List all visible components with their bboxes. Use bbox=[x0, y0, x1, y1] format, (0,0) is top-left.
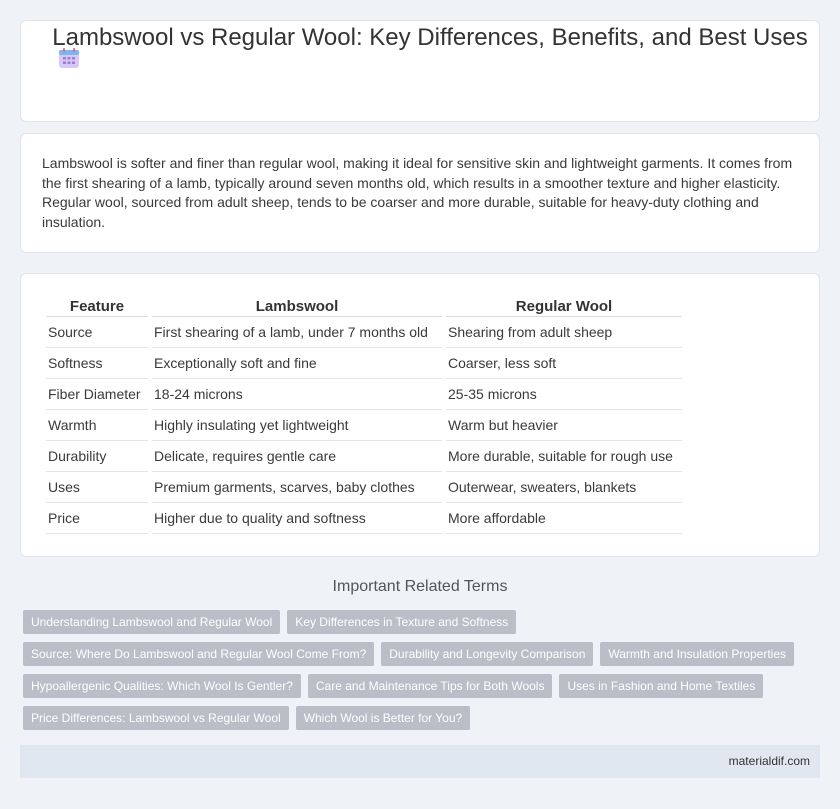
cell-regular-wool: Shearing from adult sheep bbox=[446, 317, 682, 348]
cell-feature: Warmth bbox=[46, 410, 148, 441]
title-wrap bbox=[40, 23, 820, 52]
table-row bbox=[46, 379, 682, 410]
related-term-tag[interactable]: Uses in Fashion and Home Textiles bbox=[559, 674, 763, 698]
related-terms bbox=[23, 610, 813, 738]
cell-regular-wool: Outerwear, sweaters, blankets bbox=[446, 472, 682, 503]
header-lambswool: Lambswool bbox=[152, 296, 442, 317]
related-term-tag[interactable]: Hypoallergenic Qualities: Which Wool Is Gentler? bbox=[23, 674, 301, 698]
cell-feature: Fiber Diameter bbox=[46, 379, 148, 410]
intro-paragraph: Lambswool is softer and finer than regular wool, making it ideal for sensitive skin and lightweight garments. It comes from the first shearing of a lamb, typically around seven months old, which results in a smoother texture and higher elasticity. Regular wool, sourced from adult sheep, tends to be coarser and more durable, suitable for heavy-duty clothing and insulation. bbox=[42, 155, 793, 230]
related-term-tag[interactable]: Price Differences: Lambswool vs Regular Wool bbox=[23, 706, 289, 730]
cell-regular-wool: 25-35 microns bbox=[446, 379, 682, 410]
intro-card bbox=[20, 133, 820, 253]
comparison-card bbox=[20, 273, 820, 557]
cell-lambswool: Exceptionally soft and fine bbox=[152, 348, 442, 379]
related-terms-heading: Important Related Terms bbox=[332, 578, 508, 595]
table-row bbox=[46, 410, 682, 441]
related-term-tag[interactable]: Understanding Lambswool and Regular Wool bbox=[23, 610, 280, 634]
tag-row bbox=[23, 610, 813, 634]
page-title: Lambswool vs Regular Wool: Key Differences, Benefits, and Best Uses bbox=[52, 24, 808, 51]
cell-lambswool: Highly insulating yet lightweight bbox=[152, 410, 442, 441]
cell-lambswool: First shearing of a lamb, under 7 months old bbox=[152, 317, 442, 348]
related-term-tag[interactable]: Care and Maintenance Tips for Both Wools bbox=[308, 674, 553, 698]
header-regular-wool: Regular Wool bbox=[446, 296, 682, 317]
cell-lambswool: 18-24 microns bbox=[152, 379, 442, 410]
table-row bbox=[46, 503, 682, 534]
cell-regular-wool: More durable, suitable for rough use bbox=[446, 441, 682, 472]
table-row bbox=[46, 441, 682, 472]
cell-feature: Uses bbox=[46, 472, 148, 503]
cell-feature: Source bbox=[46, 317, 148, 348]
footer bbox=[20, 745, 820, 778]
cell-lambswool: Premium garments, scarves, baby clothes bbox=[152, 472, 442, 503]
cell-feature: Durability bbox=[46, 441, 148, 472]
cell-lambswool: Delicate, requires gentle care bbox=[152, 441, 442, 472]
table-row bbox=[46, 348, 682, 379]
cell-lambswool: Higher due to quality and softness bbox=[152, 503, 442, 534]
tag-row bbox=[23, 674, 813, 698]
cell-feature: Price bbox=[46, 503, 148, 534]
table-row bbox=[46, 317, 682, 348]
related-term-tag[interactable]: Warmth and Insulation Properties bbox=[600, 642, 794, 666]
related-term-tag[interactable]: Which Wool is Better for You? bbox=[296, 706, 471, 730]
table-header-row bbox=[46, 296, 682, 317]
related-term-tag[interactable]: Key Differences in Texture and Softness bbox=[287, 610, 516, 634]
cell-regular-wool: Coarser, less soft bbox=[446, 348, 682, 379]
related-term-tag[interactable]: Source: Where Do Lambswool and Regular Wool Come From? bbox=[23, 642, 374, 666]
tag-row bbox=[23, 706, 813, 730]
cell-feature: Softness bbox=[46, 348, 148, 379]
table-row bbox=[46, 472, 682, 503]
comparison-table bbox=[42, 296, 686, 534]
cell-regular-wool: Warm but heavier bbox=[446, 410, 682, 441]
header-feature: Feature bbox=[46, 296, 148, 317]
related-term-tag[interactable]: Durability and Longevity Comparison bbox=[381, 642, 593, 666]
footer-site-link[interactable]: materialdif.com bbox=[728, 754, 810, 768]
tag-row bbox=[23, 642, 813, 666]
cell-regular-wool: More affordable bbox=[446, 503, 682, 534]
